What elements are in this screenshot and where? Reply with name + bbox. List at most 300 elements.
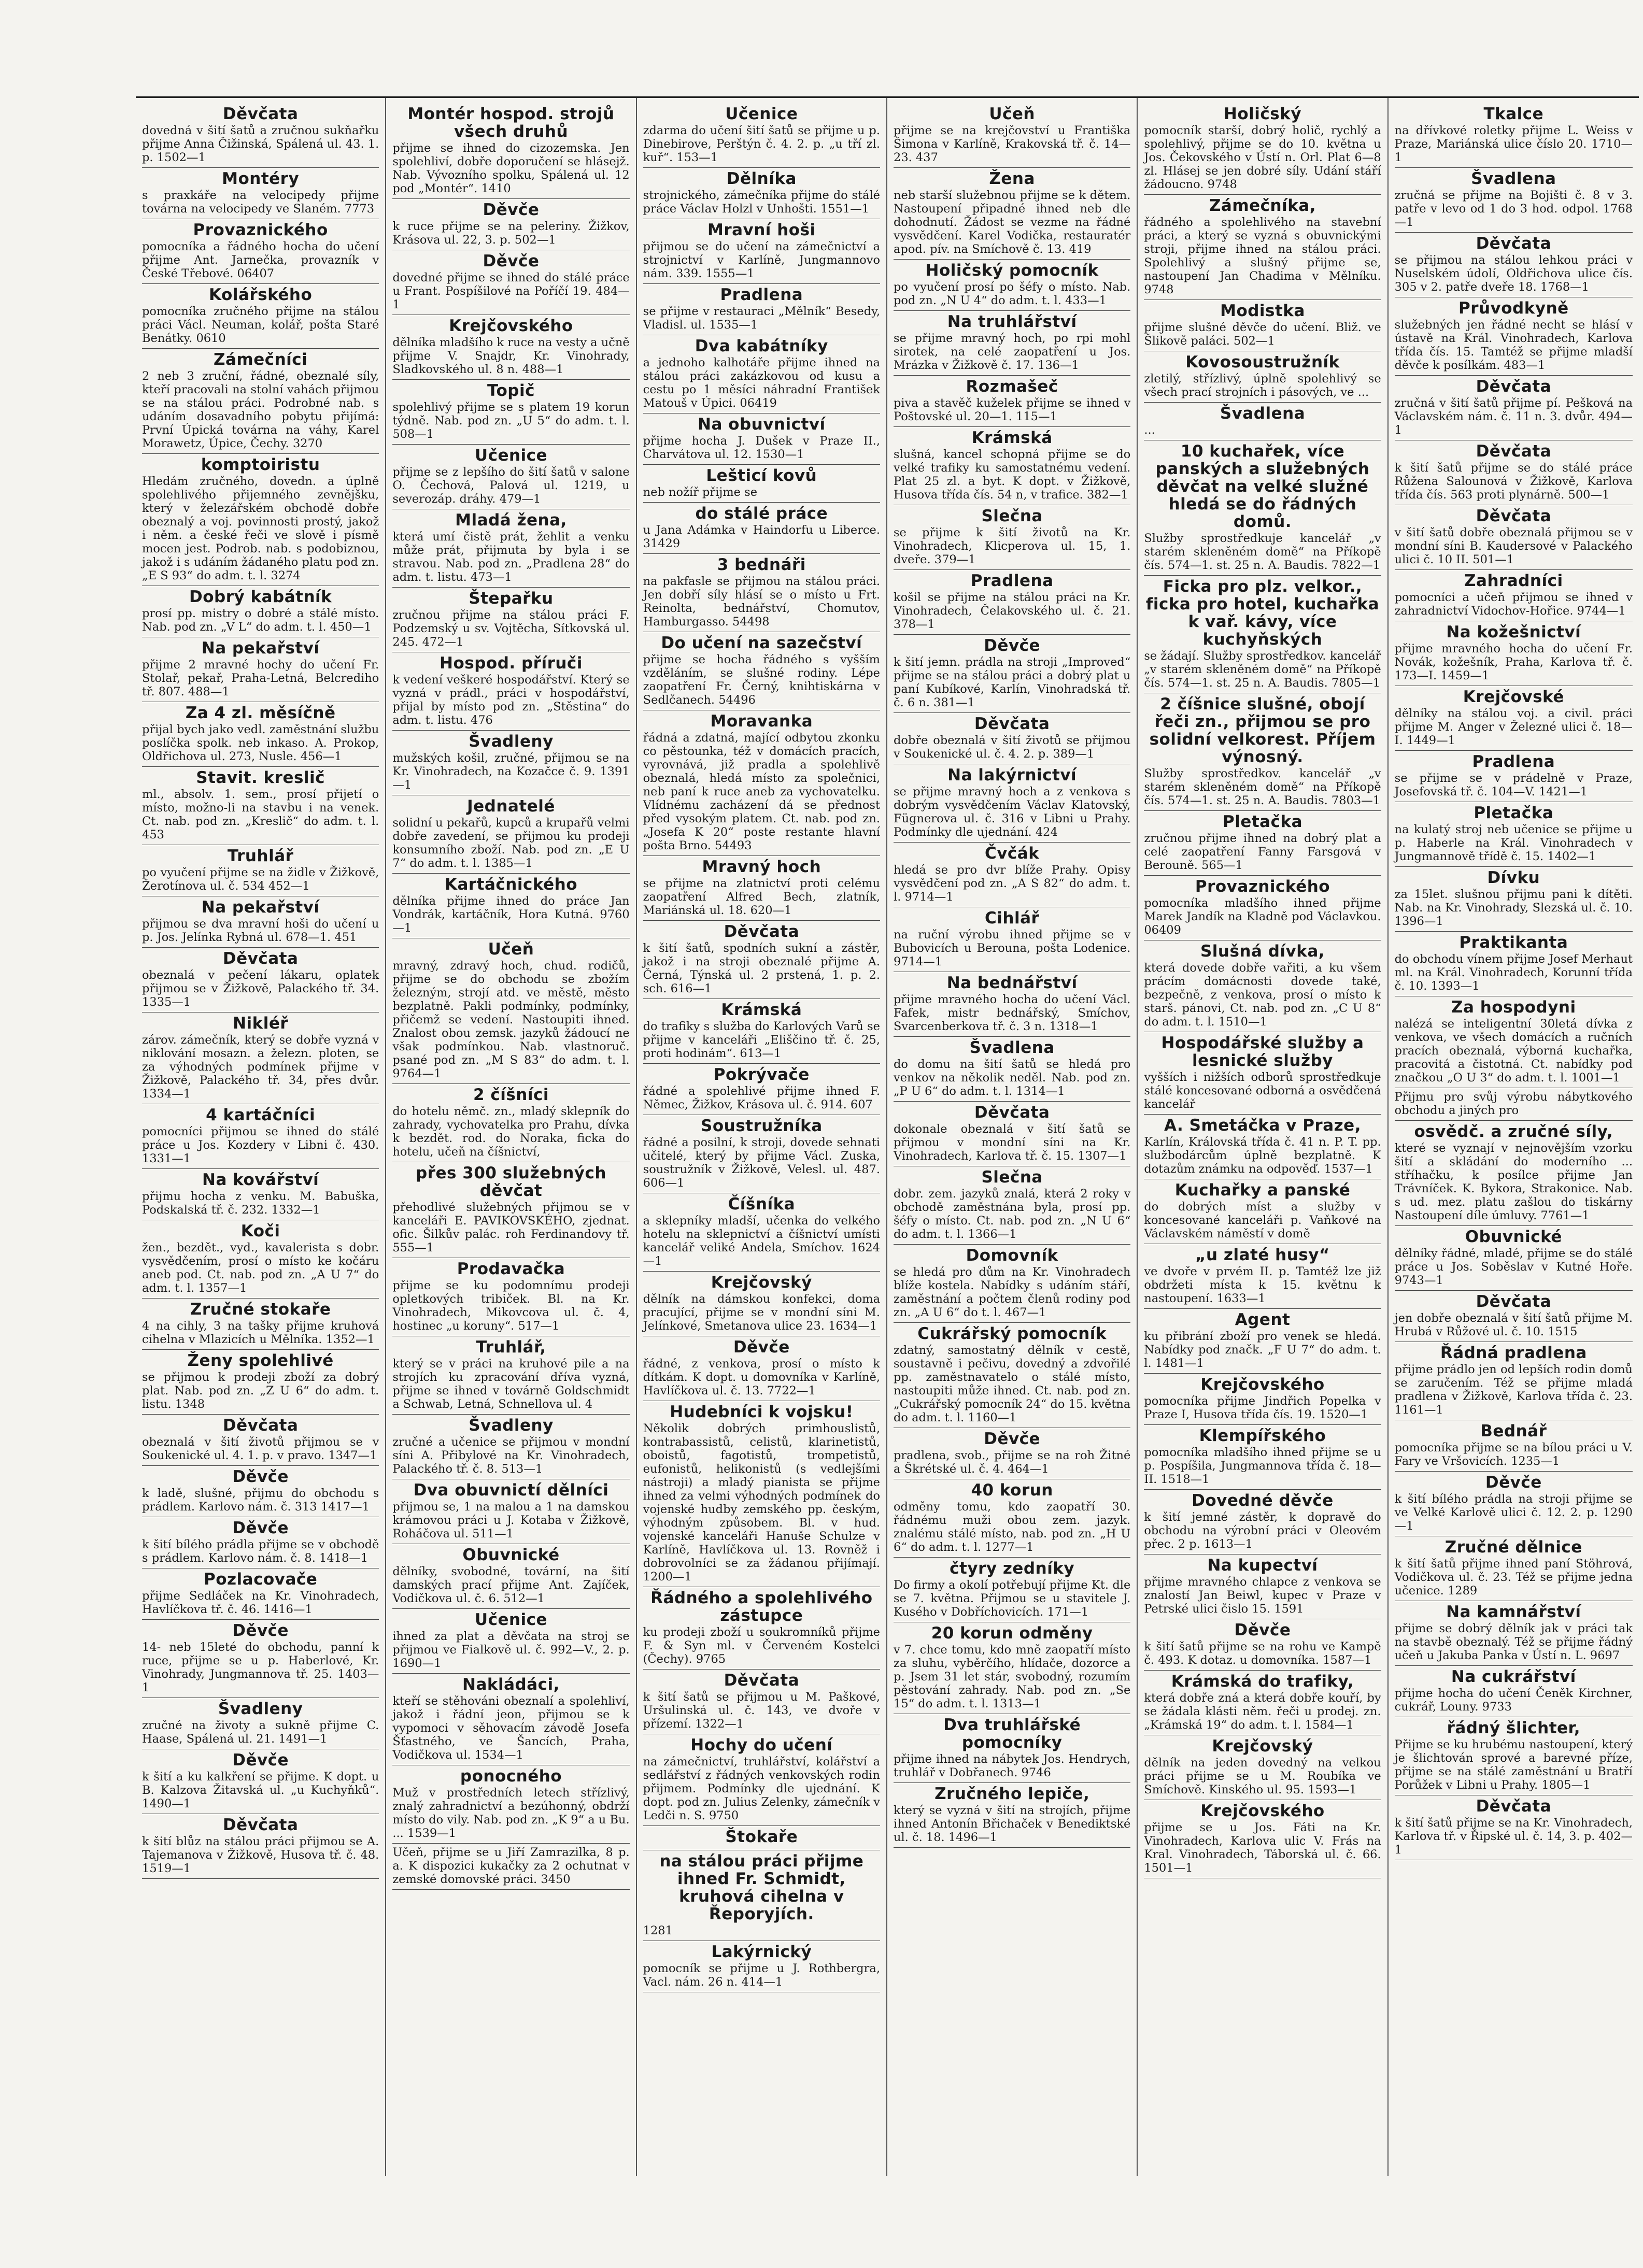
ad-title: 10 kuchařek, více panských a služebných děvčat na velké služné hledá se do řádných domů. xyxy=(1155,442,1370,531)
column-4 xyxy=(887,98,1138,2176)
classified-ad xyxy=(1395,1342,1633,1420)
ad-text: pomocníka mladšího ihned přijme Marek Jandík na Kladně pod Václavkou. 06409 xyxy=(1144,896,1381,937)
ad-text: Služby sprostředkuje kancelář „v starém skleněném domě“ na Příkopě čís. 574—1. st. 25 n. A. Baudis. 7822—1 xyxy=(1144,532,1381,572)
ad-text: zdatný, samostatný dělník v cestě, soustavně i pečivu, dovedný a zdvořilé pp. zaměstnavatelo o stálé místo, nastoupiti může ihned. Ct. nab. pod zn. „Cukrářský pomocník 24“ do 15. května do adm. t. l. 1160—1 xyxy=(894,1344,1131,1424)
ad-text: 4 na cihly, 3 na tašky přijme kruhová cihelna v Mlazicích u Mělníka. 1352—1 xyxy=(142,1319,379,1346)
classified-ad xyxy=(894,260,1130,311)
ad-text: Hledám zručného, dovedn. a úplně spolehlivého přijemného zevnějšku, který v železářském obchodě dobře obeznalý a voj. povinnosti prostý, jakož i něm. a české řeči ve slově i písmě mocen jest. Podrob. nab. s podobiznou, jakož i s udáním žádaného platu pod zn. „E S 93“ do adm. t. l. 3274 xyxy=(142,475,379,582)
ad-title: Pradlena xyxy=(970,572,1054,590)
ad-text: 2 neb 3 zruční, řádné, obeznalé síly, kteří pracovali na stolní vahách přijmou se na stálou práci. Podrobné nab. s udáním dosavadního pobytu přijímá: První Úpická továrna na váhy, Karel Morawetz, Úpice, Čechy. 3270 xyxy=(142,369,379,450)
ad-title: Slečna xyxy=(981,1168,1043,1187)
ad-title: Ženy spolehlivé xyxy=(187,1351,334,1370)
ad-text: solidní u pekařů, kupců a krupařů velmi dobře zavedení, se přijmou ku prodeji konsumního zboží. Nab. pod zn. „E U 7“ do adm. t. l. 1385—1 xyxy=(392,816,630,870)
classified-ad xyxy=(1144,876,1381,940)
classified-ad xyxy=(894,168,1130,260)
ad-title: Obuvnické xyxy=(462,1546,560,1564)
classified-ad xyxy=(1144,351,1381,403)
ad-title: Děvčata xyxy=(724,922,800,941)
ad-text: mravný, zdravý hoch, chud. rodičů, přijme se do obchodu se zbožím železným, strojí atd. ve městě, město bezplatně. Pakli podmínky, podmínky, přičemž se vedení. Nastoupiti ihned. Znalost obou zemsk. jazyků žádoucí ne však podmínkou. Nab. vlastnoruč. psané pod zn. „M S 83“ do adm. t. l. 9764—1 xyxy=(392,959,630,1080)
ad-title: Na pekařství xyxy=(201,639,320,658)
ad-text: do hotelu němč. zn., mladý sklepník do zahrady, vychovatelka pro Prahu, dívka k bezdět. rod. do Noraka, ficka do hotelu, učeň na číšnictví, xyxy=(392,1105,630,1159)
ad-title: Děvčata xyxy=(1476,507,1552,525)
classified-page xyxy=(136,96,1639,2176)
ad-text: do trafiky s služba do Karlových Varů se přijme v kanceláři „Eliščino tř. č. 25, proti hodinám“. 613—1 xyxy=(643,1020,880,1060)
ad-title: Krámská do trafiky, xyxy=(1171,1672,1354,1691)
ad-title: Žena xyxy=(989,169,1035,188)
classified-ad xyxy=(392,1844,629,1890)
ad-text: dokonale obeznalá v šití šatů se přijmou v mondní síni na Kr. Vinohradech, Karlova tř. č. 15. 1307—1 xyxy=(894,1122,1131,1163)
ad-text: řádné a spolehlivé přijme ihned F. Němec, Žižkov, Krásova ul. č. 914. 607 xyxy=(643,1085,880,1111)
classified-ad xyxy=(643,1336,880,1401)
ad-text: jen dobře obeznalá v šití šatů přijme M. Hrubá v Růžové ul. č. 10. 1515 xyxy=(1394,1311,1633,1338)
ad-text: přijme se z lepšího do šití šatů v salone O. Čechová, Palová ul. 1219, u severozáp. dráhy. 479—1 xyxy=(392,465,630,506)
ad-text: přijme se na krejčovství u Františka Šimona v Karlíně, Krakovská tř. č. 14—23. 437 xyxy=(894,124,1131,164)
classified-ad xyxy=(894,1479,1130,1558)
ad-text: dělníky na stálou voj. a civil. práci přijme M. Anger v Železné ulici č. 18—I. 1449—1 xyxy=(1394,707,1633,747)
ad-title: Děvčata xyxy=(1476,1292,1552,1311)
ad-text: zručná se přijme na Bojišti č. 8 v 3. patře v levo od 1 do 3 hod. odpol. 1768—1 xyxy=(1394,189,1633,229)
ad-title: přes 300 služebných děvčat xyxy=(416,1164,606,1200)
ad-title: Děvčata xyxy=(974,715,1050,733)
ad-title: Děvče xyxy=(483,252,540,270)
classified-ad xyxy=(643,335,880,413)
ad-text: ... xyxy=(1144,423,1155,437)
ad-title: Provaznického xyxy=(193,221,328,239)
ad-title: Průvodkyně xyxy=(1458,299,1569,318)
ad-text: Přijmu pro svůj výrobu nábytkového obchodu a jiných pro xyxy=(1394,1090,1633,1117)
classified-ad xyxy=(142,1415,379,1466)
ad-title: Lešticí kovů xyxy=(706,466,817,485)
ad-text: nalézá se inteligentní 30letá dívka z venkova, ve všech domácích a ručních pracích obeznalá, výborná kuchařka, pracovitá a čistotná. Ct. nabídky pod značkou „O U 3“ do adm. t. l. 1001—1 xyxy=(1394,1017,1633,1085)
ad-text: přijme mravného chlapce z venkova se znalostí Jan Beiwl, kupec v Praze v Petrské ulici čislo 15. 1591 xyxy=(1144,1575,1381,1616)
ad-title: Zručného lepiče, xyxy=(934,1785,1090,1803)
ad-text: která dovede dobře vařiti, a ku všem prácím domácnosti dovede také, bezpečně, z venkova, prosí o místo k starš. pánovi, Ct. nab. pod zn. „C U 8“ do adm. t. l. 1510—1 xyxy=(1144,961,1381,1029)
ad-text: pomocník se přijme u J. Rothbergra, Vacl. nám. 26 n. 414—1 xyxy=(643,1962,880,1989)
ad-title: Učenice xyxy=(474,1610,548,1629)
ad-text: přehodlivé služebných přijmou se v kanceláři E. PAVIKOVSKÉHO, zjednat. ofic. Šilkův palác. roh Ferdinandovy tř. 555—1 xyxy=(392,1201,630,1254)
classified-ad xyxy=(142,103,379,168)
ad-text: zručnou přijme ihned na dobrý plat a celé zaopatření Fanny Farsgová v Berouně. 565—1 xyxy=(1144,832,1381,872)
classified-ad xyxy=(1395,932,1633,996)
ad-title: Děvče xyxy=(232,1751,289,1770)
ad-text: spolehlivý přijme se s platem 19 korun týdně. Nab. pod zn. „U 5“ do adm. t. l. 508—1 xyxy=(392,401,630,441)
ad-text: pomocníka zručného přijme na stálou práci Václ. Neuman, kolář, pošta Staré Benátky. 0610 xyxy=(142,305,379,345)
classified-ad xyxy=(1395,1291,1633,1342)
ad-title: Pradlena xyxy=(720,286,803,304)
ad-text: zručné na životy a sukně přijme C. Haase, Spálená ul. 21. 1491—1 xyxy=(142,1719,379,1746)
classified-ad xyxy=(643,168,880,219)
ad-text: zručná v šití šatů přijme pí. Pešková na Václavském nám. č. 11 n. 3. dvůr. 494—1 xyxy=(1394,396,1633,437)
classified-ad xyxy=(1144,1374,1381,1425)
ad-text: se přijme na zlatnictví proti celému zaopatření Alfred Bech, zlatník, Mariánská ul. 18. 620—1 xyxy=(643,877,880,917)
ad-text: k šití šatů, spodních sukní a zástěr, jakož i na stroji obeznalé přijme A. Černá, Týnská ul. 2 prstená, 1. p. 2. sch. 616—1 xyxy=(643,942,880,995)
ad-title: Krejčovský xyxy=(1212,1737,1313,1756)
classified-ad xyxy=(1144,1309,1381,1374)
ad-title: A. Smetáčka v Praze, xyxy=(1164,1116,1361,1135)
ad-text: mužských košil, zručné, přijmou se na Kr. Vinohradech, na Kozačce č. 9. 1391—1 xyxy=(392,751,630,792)
ad-text: se přijme k šití životů na Kr. Vinohradech, Klicperova ul. 15, 1. dveře. 379—1 xyxy=(894,526,1131,566)
ad-text: k ladě, slušné, přijmu do obchodu s prádlem. Karlovo nám. č. 313 1417—1 xyxy=(142,1487,379,1514)
ad-text: dělníky řádné, mladé, přijme se do stálé práce u Jos. Soběslav v Kutné Hoře. 9743—1 xyxy=(1394,1247,1633,1287)
ad-text: přijme se u Jos. Fáti na Kr. Vinohradech, Karlova ulic V. Frás na Kral. Vinohradech, Táborská ul. č. 66. 1501—1 xyxy=(1144,1821,1381,1875)
ad-text: zdarma do učení šití šatů se přijme u p. Dinebirove, Perštýn č. 4. 2. p. „u tří zl. kuř“. 153—1 xyxy=(643,124,880,164)
classified-ad xyxy=(643,632,880,710)
ad-text: na ruční výrobu ihned přijme se v Bubovicích u Berouna, pošta Lodenice. 9714—1 xyxy=(894,928,1131,968)
classified-ad xyxy=(643,1670,880,1734)
ad-title: řádný šlichter, xyxy=(1447,1719,1581,1737)
ad-title: Praktikanta xyxy=(1459,933,1568,952)
ad-text: pomocníci a učeň přijmou se ihned v zahradnictví Vidochov-Hořice. 9744—1 xyxy=(1394,591,1633,618)
ad-title: Slečna xyxy=(981,507,1043,525)
ad-title: Děvčata xyxy=(974,1103,1050,1122)
ad-title: Jednatelé xyxy=(467,797,555,816)
ad-text: přijme se ku podomnímu prodeji opletkových tribiček. Bl. na Kr. Vinohradech, Mikovcova ul. č. 4, hostinec „u koruny“. 517—1 xyxy=(392,1279,630,1333)
column-2 xyxy=(386,98,636,2176)
ad-title: Cukrářský pomocník xyxy=(917,1324,1107,1343)
classified-ad xyxy=(142,586,379,637)
classified-ad xyxy=(142,1749,379,1814)
ad-text: který se v práci na kruhové pile a na strojích ku zpracování dříva vyzná, přijme se ihned v továrně Goldschmidt a Schwab, Letná, Schnellova ul. 4 xyxy=(392,1357,630,1411)
ad-title: Mravní hoši xyxy=(707,221,816,239)
classified-ad xyxy=(1144,1490,1381,1554)
classified-ad xyxy=(894,103,1130,168)
ad-text: žen., bezdět., vyd., kavalerista s dobr. vysvědčením, prosí o místo ke kočáru aneb pod. Ct. nab. pod zn. „A U 7“ do adm. t. l. 1357—1 xyxy=(142,1241,379,1295)
ad-title: Kuchařky a panské xyxy=(1174,1181,1351,1200)
ad-title: Krejčovského xyxy=(449,317,573,335)
classified-ad xyxy=(643,503,880,554)
classified-ad xyxy=(643,1850,880,1941)
ad-title: Dva kabátníky xyxy=(695,337,828,355)
ad-title: Zručné stokaře xyxy=(190,1300,331,1319)
ad-text: na pakfasle se přijmou na stálou práci. Jen dobří síly hlásí se o místo u Frt. Reinolta, bednářství, Chomutov, Hamburgasso. 54498 xyxy=(643,575,880,629)
column-6 xyxy=(1389,98,1639,2176)
ad-title: Holičský xyxy=(1223,105,1302,123)
ad-text: košil se přijme na stálou práci na Kr. Vinohradech, Čelakovského ul. č. 21. 378—1 xyxy=(894,591,1131,631)
classified-ad xyxy=(1144,195,1381,300)
ad-title: Švadlena xyxy=(969,1038,1055,1057)
ad-text: přijal bych jako vedl. zaměstnání službu poslíčka spolk. neb inkaso. A. Prokop, Oldřichova ul. 273, Nusle. 456—1 xyxy=(142,723,379,763)
ad-title: Cihlář xyxy=(985,909,1040,928)
ad-title: Děvčata xyxy=(1476,234,1552,253)
ad-text: se hledá pro dům na Kr. Vinohradech blíže kostela. Nabídky s udáním stáří, zaměstnání a počtem členů rodiny pod zn. „A U 6“ do t. l. 467—1 xyxy=(894,1265,1131,1319)
ad-title: Tkalce xyxy=(1483,105,1544,123)
ad-title: Kolářského xyxy=(209,286,313,304)
ad-title: Děvče xyxy=(232,1621,289,1640)
ad-title: osvědč. a zručné síly, xyxy=(1414,1122,1613,1141)
ad-text: ve dvoře v prvém II. p. Tamtéž lze již obdržeti místa k 15. květnu k nastoupení. 1633—1 xyxy=(1144,1265,1381,1305)
ad-title: Zručné dělnice xyxy=(1444,1538,1582,1557)
ad-text: pomocníka a řádného hocha do učení přijme Ant. Jarnečka, provazník v České Třebové. 06407 xyxy=(142,240,379,280)
classified-ad xyxy=(1395,1121,1633,1226)
ad-title: Děvče xyxy=(232,1519,289,1537)
classified-ad xyxy=(1395,1420,1633,1472)
ad-text: 14- neb 15leté do obchodu, panní k ruce, přijme se u p. Haberlové, Kr. Vinohrady, Jungmannova tř. 25. 1403—1 xyxy=(142,1641,379,1694)
classified-ad xyxy=(643,554,880,632)
classified-ad xyxy=(894,1622,1130,1714)
ad-text: zručnou přijme na stálou práci F. Podzemský u sv. Vojtěcha, Sítkovská ul. 245. 472—1 xyxy=(392,608,630,649)
ad-text: a sklepníky mladší, učenka do velkého hotelu na sklepnictví a číšnictví umísti kancelář veliké Andela, Smíchov. 1624—1 xyxy=(643,1214,880,1268)
ad-title: na stálou práci přijme ihned Fr. Schmidt, kruhová cihelna v Řeporyjích. xyxy=(659,1852,864,1923)
classified-ad xyxy=(392,795,629,874)
ad-title: Ficka pro plz. velkor., ficka pro hotel, kuchařka k vař. kávy, více kuchyňských xyxy=(1145,577,1380,649)
classified-ad xyxy=(1395,621,1633,686)
classified-ad xyxy=(894,570,1130,635)
classified-ad xyxy=(643,1193,880,1272)
classified-ad xyxy=(392,1162,629,1258)
classified-ad xyxy=(392,1544,629,1609)
classified-ad xyxy=(894,1323,1130,1428)
ad-text: řádné a posilní, k stroji, dovede sehnati učitelé, který by přijme Václ. Zuska, soustružník v Žižkově, Velesl. ul. 487. 606—1 xyxy=(643,1136,880,1190)
ad-text: Karlín, Královská třída č. 41 n. P. T. pp. službodárcům úplně bezplatně. K dotazům známku na odpověď. 1537—1 xyxy=(1144,1135,1381,1176)
ad-title: Obuvnické xyxy=(1465,1228,1562,1246)
classified-ad xyxy=(1395,996,1633,1088)
classified-ad xyxy=(894,635,1130,713)
classified-ad xyxy=(142,1568,379,1620)
ad-title: Za 4 zl. měsíčně xyxy=(185,704,336,722)
classified-ad xyxy=(142,284,379,349)
column-5 xyxy=(1138,98,1388,2176)
classified-ad xyxy=(142,1104,379,1169)
ad-text: řádné, z venkova, prosí o místo k dítkám. K dopt. u domovníka v Karlíně, Havlíčkova ul. č. 13. 7722—1 xyxy=(643,1357,880,1397)
ad-text: k šití šatů přijme se do stálé práce Růžena Salounová v Žižkově, Karlova třída čís. 563 proti plynárně. 500—1 xyxy=(1394,461,1633,502)
classified-ad xyxy=(1395,1601,1633,1666)
classified-ad xyxy=(392,1084,629,1162)
classified-ad xyxy=(894,1783,1130,1848)
classified-ad xyxy=(1144,811,1381,876)
classified-ad xyxy=(1395,686,1633,751)
ad-title: ponocného xyxy=(460,1767,562,1786)
ad-text: 1281 xyxy=(643,1924,673,1937)
classified-ad xyxy=(1395,1666,1633,1717)
ad-title: 2 číšníci xyxy=(473,1086,549,1104)
classified-ad xyxy=(894,311,1130,376)
classified-ad xyxy=(392,445,629,509)
ad-title: Čvčák xyxy=(984,844,1040,863)
ad-text: s praxkáře na velocipedy přijme továrna na velocipedy ve Slaném. 7773 xyxy=(142,189,379,216)
ad-title: Modistka xyxy=(1220,302,1305,320)
ad-title: Krejčovský xyxy=(711,1273,812,1292)
ad-title: Na pekařství xyxy=(201,898,320,917)
classified-ad xyxy=(142,1698,379,1749)
ad-title: 40 korun xyxy=(971,1481,1053,1500)
classified-ad xyxy=(392,1258,629,1336)
ad-text: neb starší služebnou přijme se k dětem. Nastoupení připadné ihned neb dle dohodnutí. Žádost se vezme na řádné vysvědčení. Karel Vodička, restauratér apod. pív. na Smíchově č. 13. 419 xyxy=(894,189,1131,256)
classified-ad xyxy=(1144,300,1381,351)
classified-ad xyxy=(894,427,1130,505)
ad-text: ml., absolv. 1. sem., prosí přijetí o místo, možno-li na stavbu i na venek. Ct. nab. pod zn. „Kreslič“ do adm. t. l. 453 xyxy=(142,788,379,841)
classified-ad xyxy=(392,1336,629,1415)
classified-ad xyxy=(1395,233,1633,297)
ad-text: se přijmou na stálou lehkou práci v Nuselském údolí, Oldřichova ulice čís. 305 v 2. patře dveře 18. 1768—1 xyxy=(1394,253,1633,294)
ad-text: za 15let. slušnou přijmu pani k dítěti. Nab. na Kr. Vinohrady, Slezská ul. č. 10. 1396—1 xyxy=(1394,888,1633,928)
classified-ad xyxy=(392,874,629,938)
classified-ad xyxy=(1144,693,1381,811)
ad-text: pomocník starší, dobrý holič, rychlý a spolehlivý, přijme se do 10. května u Jos. Čekovského v Ústí n. Orl. Plat 6—8 zl. Hlásej se jen dobré síly. Udání stáří žádoucno. 9748 xyxy=(1144,124,1381,191)
ad-title: Do učení na sazečství xyxy=(661,634,862,652)
classified-ad xyxy=(643,465,880,503)
ad-title: Soustružníka xyxy=(701,1117,823,1135)
classified-ad xyxy=(1144,1115,1381,1179)
classified-ad xyxy=(1395,168,1633,233)
ad-title: 4 kartáčníci xyxy=(206,1106,316,1124)
ad-text: Několik dobrých primhouslistů, kontrabassistů, celistů, klarinetistů, oboistů, fagotistů, trompetistů, eufonistů, helikonistů (s vedlejšími nástroji) a mladý pianista se přijme ihned za velmi výhodných podmínek do vojenské hudby zemského pp. českým, výhodným způsobem. Bl. v hud. vojenské kanceláři Hanuše Schulze v Karlíně, Havlíčkova ul. 13. Rovněž i dobrovolníci se za žádanou přijímají. 1200—1 xyxy=(643,1422,880,1584)
ad-title: Lakýrnický xyxy=(711,1943,812,1961)
classified-ad xyxy=(392,1674,629,1765)
ad-title: Zámečníci xyxy=(214,350,308,369)
ad-title: Klempířského xyxy=(1199,1427,1326,1445)
ad-title: Provaznického xyxy=(1195,877,1330,896)
ad-title: čtyry zedníky xyxy=(950,1559,1075,1578)
ad-text: Muž v prostředních letech střízlivý, znalý zahradnictví a bezúhonný, obdrží místo do vily. Nab. pod zn. „K 9“ a u Bu. ... 1539—1 xyxy=(392,1786,630,1840)
classified-ad xyxy=(894,1428,1130,1479)
ad-text: se přijmou k prodeji zboží za dobrý plat. Nab. pod zn. „Z U 6“ do adm. t. listu. 1348 xyxy=(142,1371,379,1411)
ad-title: Hudebníci k vojsku! xyxy=(670,1403,854,1421)
ad-title: Dělníka xyxy=(726,169,797,188)
ad-title: Krejčovského xyxy=(1200,1375,1325,1394)
ad-text: která dobře zná a která dobře kouří, by se žádala klásti něm. řeči u prodej. zn. „Krámská 19“ do adm. t. l. 1584—1 xyxy=(1144,1691,1381,1732)
ad-title: Holičský pomocník xyxy=(925,261,1099,280)
ad-text: piva a stavěč kuželek přijme se ihned v Poštovské ul. 20—1. 115—1 xyxy=(894,396,1131,423)
ad-text: dělníky, svobodné, tovární, na šití damských prací přijme Ant. Zajíček, Vodičkova ul. č. 6. 512—1 xyxy=(392,1565,630,1605)
ad-text: po vyučení přijme se na židle v Žižkově, Žerotínova ul. č. 534 452—1 xyxy=(142,866,379,893)
ad-text: přijme slušné děvče do učení. Bliž. ve Šlikově paláci. 502—1 xyxy=(1144,321,1381,348)
classified-ad xyxy=(894,1558,1130,1622)
ad-text: dobr. zem. jazyků znalá, která 2 roky v obchodě zaměstnána byla, prosí pp. šéfy o místo. Ct. nab. pod zn. „N U 6“ do adm. t. l. 1366—1 xyxy=(894,1187,1131,1241)
classified-ad xyxy=(1395,1472,1633,1536)
classified-ad xyxy=(392,1765,629,1844)
ad-text: k šití šatů přijme se na rohu ve Kampě č. 493. K dotaz. u domovníka. 1587—1 xyxy=(1144,1640,1381,1667)
ad-text: zárov. zámečník, který se dobře vyzná v niklování mosazn. a železn. ploten, se za výhodných podmínek přijme v Žižkově, Palackého tř. 34, přes dvůr. 1334—1 xyxy=(142,1033,379,1101)
ad-text: k šití bílého prádla na stroji přijme se ve Velké Karlově ulici č. 12. 2. p. 1290—1 xyxy=(1394,1492,1633,1533)
classified-ad xyxy=(142,219,379,284)
ad-text: k šití šatů přijme se na Kr. Vinohradech, Karlova tř. v Řipské ul. č. 14, 3. p. 402—1 xyxy=(1394,1816,1633,1857)
classified-ad xyxy=(643,1587,880,1670)
ad-text: do obchodu vínem přijme Josef Merhaut ml. na Král. Vinohradech, Korunní třída č. 10. 1393—1 xyxy=(1394,952,1633,993)
ad-text: pradlena, svob., přijme se na roh Žitné a Škrétské ul. č. 4. 464—1 xyxy=(894,1449,1131,1476)
ad-text: u Jana Adámka v Haindorfu u Liberce. 31429 xyxy=(643,523,880,550)
ad-text: dělník na dámskou konfekci, doma pracující, přijme se v mondní síni M. Jelínkové, Smetanova ulice 23. 1634—1 xyxy=(643,1292,880,1333)
ad-title: Děvčata xyxy=(1476,377,1552,396)
ad-title: Učenice xyxy=(474,446,548,465)
ad-title: Stavit. kreslič xyxy=(196,768,325,787)
ad-text: dělníka mladšího k ruce na vesty a učně přijme V. Snajdr, Kr. Vinohrady, Sladkovského ul. 8 n. 488—1 xyxy=(392,336,630,376)
ad-title: Švadlena xyxy=(1220,404,1306,423)
ad-title: Děvče xyxy=(733,1338,790,1357)
ad-title: „u zlaté husy“ xyxy=(1195,1246,1330,1264)
ad-title: Krejčovského xyxy=(1200,1802,1325,1820)
ad-text: k šití jemn. prádla na stroji „Improved“ přijme se na stálou práci a dobrý plat u paní Kubíkové, Karlín, Vinohradská tř. č. 6 n. 381—1 xyxy=(894,655,1131,709)
classified-ad xyxy=(643,103,880,168)
ad-text: k šití jemné zástěr, k dopravě do obchodu na výrobní práci v Oleovém přec. 2 p. 1613—1 xyxy=(1144,1510,1381,1551)
ad-title: Švadlena xyxy=(1471,169,1556,188)
ad-text: přijme mravného hocha do učení Václ. Fafek, mistr bednářský, Smíchov, Svarcenberkova tř. č. 3 n. 1318—1 xyxy=(894,993,1131,1033)
classified-ad xyxy=(894,1037,1130,1102)
ad-text: řádného a spolehlivého na stavební práci, a který se vyzná s obuvnickými stroji, přijme ihned na stálou práci. Spolehlivý a slušný přijme se, nastoupení Jan Chadima v Mělníku. 9748 xyxy=(1144,216,1381,296)
classified-ad xyxy=(1395,297,1633,376)
ad-title: Na cukrářství xyxy=(1451,1667,1576,1686)
ad-text: na dřívkové roletky přijme L. Weiss v Praze, Mariánská ulice číslo 20. 1710—1 xyxy=(1394,124,1633,164)
ad-text: se přijme se v prádelně v Praze, Josefovská tř. č. 104—V. 1421—1 xyxy=(1394,772,1633,798)
ad-title: Děvčata xyxy=(222,105,299,123)
ad-title: Mravný hoch xyxy=(702,858,821,876)
ad-text: strojnického, zámečníka přijme do stálé práce Václav Holzl v Unhošti. 1551—1 xyxy=(643,189,880,216)
ad-text: přijme hocha J. Dušek v Praze II., Charvátova ul. 12. 1530—1 xyxy=(643,434,880,461)
ad-title: komptoiristu xyxy=(201,455,320,474)
ad-title: Truhlář xyxy=(227,847,294,865)
classified-ad xyxy=(894,1102,1130,1166)
ad-title: Děvčata xyxy=(1476,1797,1552,1816)
classified-ad xyxy=(643,1941,880,1992)
ad-title: Zahradníci xyxy=(1464,572,1563,590)
classified-ad xyxy=(392,588,629,652)
classified-ad xyxy=(1144,1619,1381,1671)
classified-ad xyxy=(142,767,379,845)
classified-ad xyxy=(1144,576,1381,693)
ad-title: Řádného a spolehlivého zástupce xyxy=(650,1589,873,1625)
ad-title: Moravanka xyxy=(710,712,813,731)
classified-ad xyxy=(1395,802,1633,867)
ad-title: Děvčata xyxy=(1476,442,1552,461)
ad-text: k ruce přijme se na peleriny. Žižkov, Krásova ul. 22, 3. p. 502—1 xyxy=(392,220,630,247)
ad-text: do domu na šití šatů se hledá pro venkov na několik neděl. Nab. pod zn. „P U 6“ do adm. t. l. 1314—1 xyxy=(894,1058,1131,1098)
ad-text: pomocníka mladšího ihned přijme se u p. Pospíšila, Jungmannova třída č. 18—II. 1518—1 xyxy=(1144,1446,1381,1486)
column-3 xyxy=(637,98,887,2176)
classified-ad xyxy=(894,713,1130,764)
ad-text: Učeň, přijme se u Jiří Zamrazilka, 8 p. a. K dispozici kukačky za 2 ochutnat v zemské domovské práci. 3450 xyxy=(392,1846,630,1886)
ad-title: Pletačka xyxy=(1474,804,1554,822)
ad-text: k vedení veškeré hospodářství. Který se vyzná v prádl., práci v hospodářství, přijal by místo pod zn. „Stěstina“ do adm. t. listu. 476 xyxy=(392,673,630,727)
ad-text: zletilý, střízlivý, úplně spolehlivý se všech prací strojních i pásových, ve ... xyxy=(1144,372,1381,399)
ad-text: na zámečnictví, truhlářství, kolářství a sedlářství z řádných venkovských rodin přijmem. Podmínky dle ujednání. K dopt. pod zn. Julius Zelenky, zámečník v Ledči n. S. 9750 xyxy=(643,1755,880,1822)
classified-ad xyxy=(142,1220,379,1299)
classified-ad xyxy=(1144,1032,1381,1115)
classified-ad xyxy=(643,1734,880,1826)
classified-ad xyxy=(142,454,379,586)
ad-title: Na kupectví xyxy=(1207,1556,1318,1575)
classified-ad xyxy=(142,1466,379,1517)
classified-ad xyxy=(1395,103,1633,168)
ad-title: Topič xyxy=(487,381,535,400)
classified-ad xyxy=(1144,1735,1381,1800)
ad-title: Na kamnářství xyxy=(1446,1603,1581,1621)
classified-ad xyxy=(894,972,1130,1037)
ad-text: která umí čistě prát, žehlit a venku může prát, přijmuta by byla i se stravou. Nab. pod zn. „Pradlena 28“ do adm. t. listu. 473—1 xyxy=(392,530,630,584)
ad-title: Číšníka xyxy=(728,1195,796,1214)
ad-text: dovedná v šití šatů a zručnou sukňařku přijme Anna Čižinská, Spálená ul. 43. 1. p. 1502—1 xyxy=(142,124,379,164)
ad-title: Pletačka xyxy=(1222,812,1302,831)
classified-ad xyxy=(392,938,629,1084)
ad-title: Švadleny xyxy=(218,1700,303,1718)
ad-title: Učeň xyxy=(488,940,534,959)
ad-title: Bednář xyxy=(1480,1422,1547,1440)
classified-ad xyxy=(643,219,880,284)
ad-title: Štepařku xyxy=(469,589,554,608)
ad-title: Prodavačka xyxy=(457,1260,565,1278)
classified-ad xyxy=(894,764,1130,843)
classified-ad xyxy=(894,1245,1130,1323)
ad-title: Nakládáci, xyxy=(462,1675,560,1694)
ad-title: Hospodářské služby a lesnické služby xyxy=(1161,1034,1364,1070)
ad-title: Štokaře xyxy=(725,1828,798,1846)
ad-text: po vyučení prosí po šéfy o místo. Nab. pod zn. „N U 4“ do adm. t. l. 433—1 xyxy=(894,280,1131,307)
ad-text: se přijme mravný hoch, po rpi mohl sirotek, na celé zaopatření u Jos. Mrázka v Žižkově č. 17. 136—1 xyxy=(894,332,1131,372)
ad-title: Mladá žena, xyxy=(455,511,567,530)
ad-title: Na truhlářství xyxy=(947,312,1077,331)
ad-title: Slušná dívka, xyxy=(1200,942,1325,961)
ad-title: Dobrý kabátník xyxy=(189,588,332,606)
ad-text: a jednoho kalhotáře přijme ihned na stálou práci zakázkovou od kusu a cestu po 1 měsíci náhradní František Matouš v Úpici. 06419 xyxy=(643,356,880,410)
classified-ad xyxy=(1144,1800,1381,1878)
